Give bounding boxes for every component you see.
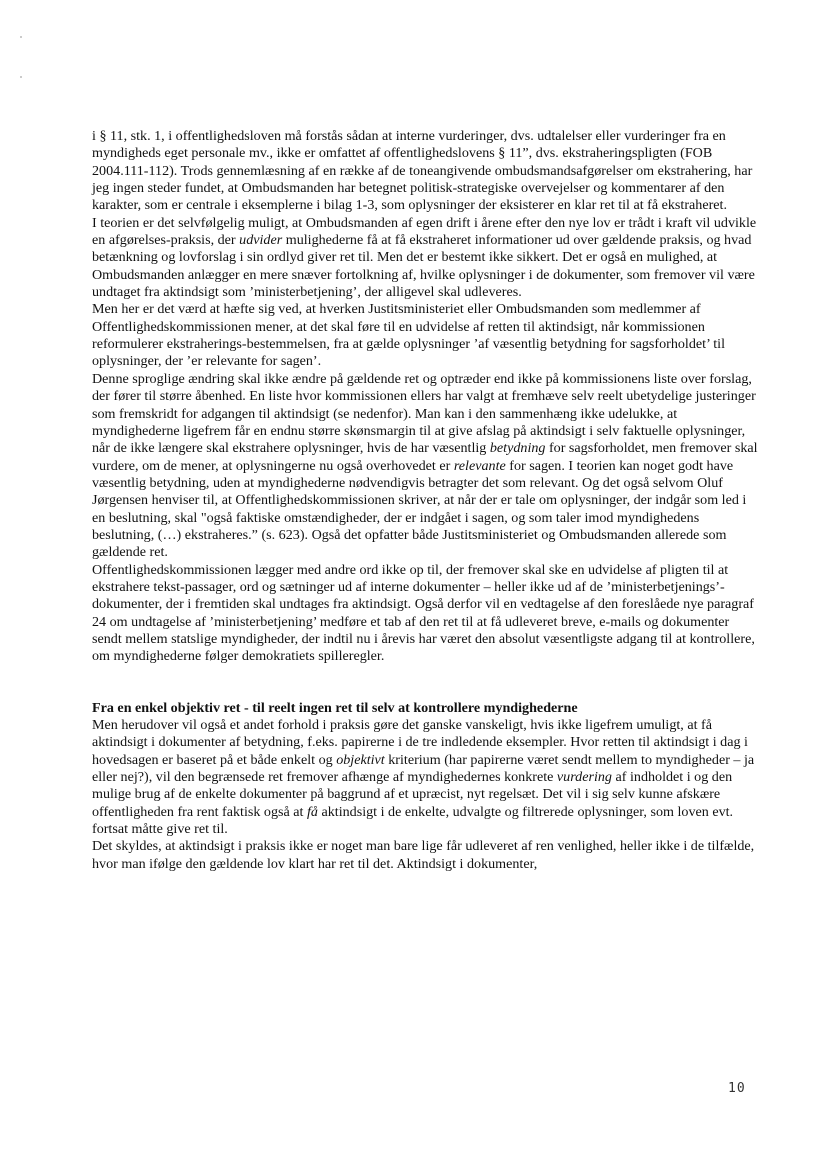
text-run: i § 11, stk. 1, i offentlighedsloven må forstås sådan at interne vurderinger, dvs. udtalelser eller vurderinger fra en myndigheds eget personale mv., ikke er omfattet af offentlighedslovens § 11”, dvs. ekstraheringspligten (FOB 2004.111-112). Trods gennemlæsning af en række af de toneangivende ombudsmandsafgørelser om ekstrahering, har jeg ingen steder fundet, at Ombudsmanden har betegnet politisk-strategiske overvejelser og kommentarer af den karakter, som er centrale i eksemplerne i bilag 1-3, som oplysninger der eksisterer en klar ret til at få ekstraheret. [92, 128, 753, 214]
paragraph [92, 301, 762, 370]
emphasis-text: udvider [239, 232, 283, 249]
page-number: 10 [728, 1081, 746, 1096]
paragraph [92, 128, 762, 215]
paragraph [92, 838, 762, 873]
emphasis-text: vurdering [556, 769, 612, 786]
text-run: Denne sproglige ændring skal ikke ændre på gældende ret og optræder end ikke på kommissionens liste over forslag, der fører til større åbenhed. En liste hvor kommissionen ellers har valgt at fremhæve selv reelt ubetydelige justeringer som fremskridt for adgangen til aktindsigt (se nedenfor). Man kan i den sammenhæng ikke udelukke, at myndighederne ligefrem får en endnu større skønsmargin til at give afslag på aktindsigt i selv faktuelle oplysninger, når de ikke længere skal ekstrahere oplysninger, hvis de har væsentlig [92, 370, 756, 457]
section-spacer [92, 666, 762, 700]
text-run: I teorien er det selvfølgelig muligt, at Ombudsmanden af egen drift i årene efter den nye lov er trådt i kraft vil udvikle en afgørelses-praksis, der [92, 214, 757, 249]
paragraph [92, 215, 762, 302]
text-run: for sagen. I teorien kan noget godt have væsentlig betydning, uden at myndighederne nødvendigvis betragter det som relevant. Og det også selvom Oluf Jørgensen henviser til, at Offentlighedskommissionen skriver, at når der er tale om oplysninger, der indgår som led i en beslutning, skal "også faktiske omstændigheder, der er indgået i sagen, og som taler imod myndighedens beslutning, (…) ekstraheres.” (s. 623). Også det opfatter både Justitsministeriet og Ombudsmanden allerede som gældende ret. [92, 457, 747, 561]
emphasis-text: relevante [453, 457, 506, 474]
paragraph [92, 717, 762, 838]
text-run: af indholdet i og den mulige brug af de enkelte dokumenter på baggrund af et upræcist, nyt regelsæt. Det vil i sig selv kunne afskære offentligheden fra rent faktisk også at [92, 769, 733, 820]
paragraph [92, 371, 762, 562]
section-heading: Fra en enkel objektiv ret - til reelt ingen ret til selv at kontrollere myndighederne [92, 699, 578, 716]
emphasis-text: betydning [489, 440, 546, 457]
text-run: kriterium (har papirerne været sendt mellem to myndigheder – ja eller nej?), vil den begrænsede ret fremover afhænge af myndighedernes konkrete [92, 751, 755, 786]
text-run: Det skyldes, at aktindsigt i praksis ikke er noget man bare lige får udleveret af ren venlighed, heller ikke i de tilfælde, hvor man ifølge den gældende lov klart har ret til det. Aktindsigt i dokumenter, [92, 838, 755, 872]
paragraph [92, 562, 762, 666]
scan-speck [20, 36, 22, 38]
emphasis-text: få [307, 803, 318, 820]
emphasis-text: objektivt [336, 751, 385, 768]
text-run: Offentlighedskommissionen lægger med andre ord ikke op til, der fremover skal ske en udvidelse af pligten til at ekstrahere tekst-passager, ord og sætninger ud af interne dokumenter – heller ikke ud af de ’ministerbetjenings’-dokumenter, der i fremtiden skal undtages fra aktindsigt. Også derfor vil en vedtagelse af den foreslåede nye paragraf 24 om undtagelse af ’ministerbetjening’ medføre et tab af den ret til at få udleveret breve, e-mails og dokumenter sendt mellem statslige myndigheder, der indtil nu i årevis har været den absolut væsentligste adgang til at kontrollere, om myndighederne følger demokratiets spilleregler. [92, 561, 755, 665]
text-run: mulighederne få at få ekstraheret informationer ud over gældende praksis, og hvad betænkning og lovforslag i sin ordlyd giver ret til. Men det er bestemt ikke sikkert. Det er også en mulighed, at Ombudsmanden anlægger en mere snæver fortolkning af, hvilke oplysninger i de dokumenter, som fremover vil være undtaget fra aktindsigt som ’ministerbetjening’, der alligevel skal udleveres. [92, 232, 755, 301]
document-body [92, 128, 762, 873]
text-run: Men her er det værd at hæfte sig ved, at hverken Justitsministeriet eller Ombudsmanden som medlemmer af Offentlighedskommissionen mener, at det skal føre til en udvidelse af retten til aktindsigt, når kommissionen reformulerer ekstraherings-bestemmelsen, fra at gælde oplysninger ’af væsentlig betydning for sagsforholdet’ til oplysninger, der ’er relevante for sagen’. [92, 301, 725, 370]
text-run: aktindsigt i de enkelte, udvalgte og filtrerede oplysninger, som loven evt. fortsat måtte give ret til. [92, 803, 734, 838]
scan-speck [20, 76, 22, 78]
text-run: Men herudover vil også et andet forhold i praksis gøre det ganske vanskeligt, hvis ikke ligefrem umuligt, at få aktindsigt i dokumenter af betydning, f.eks. papirerne i de tre indledende eksempler. Hvor retten til aktindsigt i dag i hovedsagen er baseret på et både enkelt og [92, 717, 748, 768]
text-run: for sagsforholdet, men fremover skal vurdere, om de mener, at oplysningerne nu også overhovedet er [92, 440, 758, 474]
